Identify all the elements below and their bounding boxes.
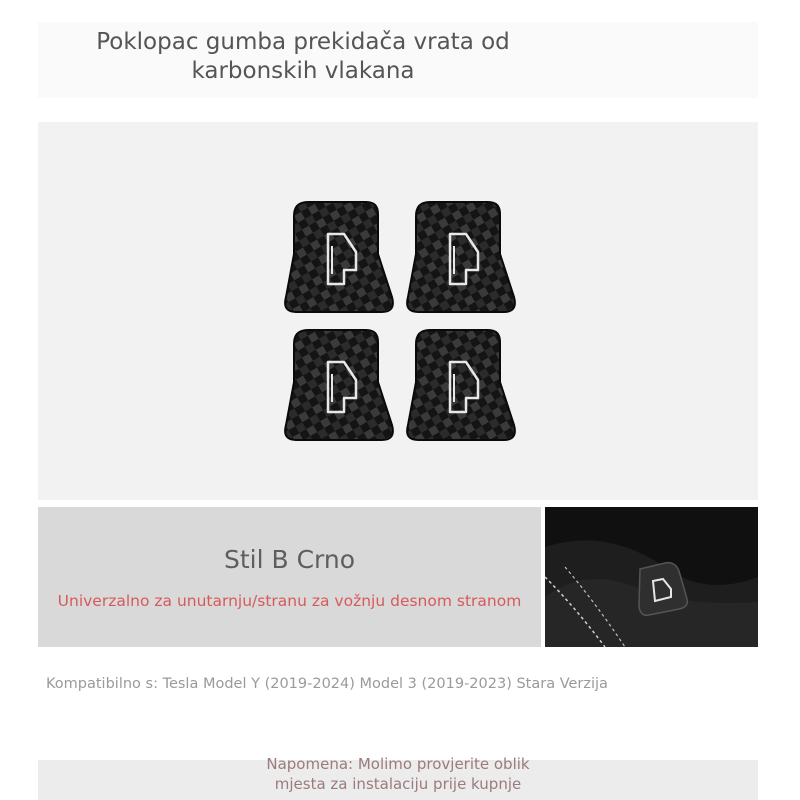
title-block <box>38 22 758 98</box>
carbon-cover-bottom-left <box>285 330 393 440</box>
note-bar <box>38 755 758 800</box>
note-line-1: Napomena: Molimo provjerite oblik <box>266 755 530 773</box>
install-note <box>38 754 758 794</box>
title-line-2: karbonskih vlakana <box>191 58 415 84</box>
title-line-1: Poklopac gumba prekidača vrata od <box>96 29 510 55</box>
product-title <box>38 28 568 86</box>
product-hero-image <box>38 122 758 500</box>
carbon-cover-top-right <box>407 202 515 312</box>
carbon-cover-top-left <box>285 202 393 312</box>
carbon-cover-bottom-right <box>407 330 515 440</box>
compatibility-text: Kompatibilno s: Tesla Model Y (2019-2024) Model 3 (2019-2023) Stara Verzija <box>46 676 608 692</box>
installed-detail-photo <box>545 507 758 647</box>
style-name: Stil B Crno <box>223 545 356 574</box>
style-subtitle: Univerzalno za unutarnju/stranu za vožnju desnom stranom <box>57 592 522 610</box>
note-line-2: mjesta za instalaciju prije kupnje <box>274 775 522 793</box>
style-panel <box>38 507 541 647</box>
